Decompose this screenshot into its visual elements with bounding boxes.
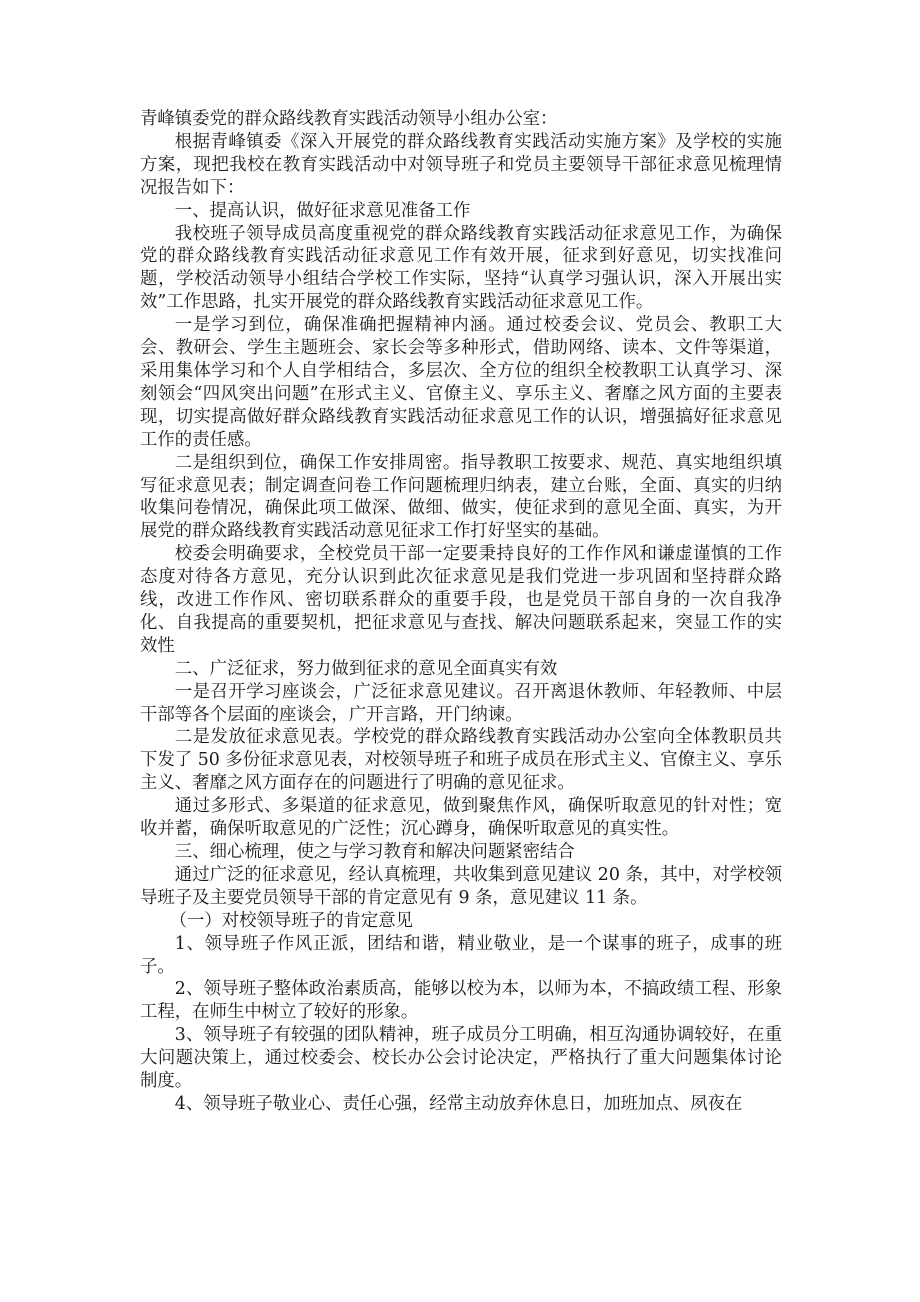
paragraph: 我校班子领导成员高度重视党的群众路线教育实践活动征求意见工作，为确保党的群众路线教育实践活动征求意见工作有效开展，征求到好意见，切实找准问题，学校活动领导小组结合学校工作实际，坚持“认真学习强认识，深入开展出实效”工作思路，扎实开展党的群众路线教育实践活动征求意见工作。 [140,223,782,313]
list-item: 2、领导班子整体政治素质高，能够以校为本，以师为本，不搞政绩工程、形象工程，在师生中树立了较好的形象。 [140,979,782,1023]
paragraph-intro: 根据青峰镇委《深入开展党的群众路线教育实践活动实施方案》及学校的实施方案，现把我校在教育实践活动中对领导班子和党员主要领导干部征求意见梳理情况报告如下： [140,131,782,198]
paragraph: 一是学习到位，确保准确把握精神内涵。通过校委会议、党员会、教职工大会、教研会、学生主题班会、家长会等多种形式，借助网络、读本、文件等渠道，采用集体学习和个人自学相结合，多层次、全方位的组织全校教职工认真学习、深刻领会“四风突出问题”在形式主义、官僚主义、享乐主义、奢靡之风方面的主要表现，切实提高做好群众路线教育实践活动征求意见工作的认识，增强搞好征求意见工作的责任感。 [140,315,782,450]
list-item: 4、领导班子敬业心、责任心强，经常主动放弃休息日，加班加点、夙夜在 [174,1093,743,1114]
section-heading-2: 二、广泛征求，努力做到征求的意见全面真实有效 [174,658,558,679]
list-item: 3、领导班子有较强的团队精神，班子成员分工明确，相互沟通协调较好，在重大问题决策上，通过校委会、校长办公会讨论决定，严格执行了重大问题集体讨论制度。 [140,1025,782,1092]
section-heading-3: 三、细心梳理，使之与学习教育和解决问题紧密结合 [174,842,575,862]
list-item: 1、领导班子作风正派，团结和谐，精业敬业，是一个谋事的班子，成事的班子。 [140,933,782,977]
paragraph: 二是发放征求意见表。学校党的群众路线教育实践活动办公室向全体教职员共下发了 50 多份征求意见表，对校领导班子和班子成员在形式主义、官僚主义、享乐主义、奢靡之风方面存在的问题进行了明确的意见征求。 [140,727,782,794]
paragraph: 二是组织到位，确保工作安排周密。指导教职工按要求、规范、真实地组织填写征求意见表；制定调查问卷工作问题梳理归纳表，建立台账，全面、真实的归纳收集问卷情况，确保此项工做深、做细、做实，使征求到的意见全面、真实，为开展党的群众路线教育实践活动意见征求工作打好坚实的基础。 [140,452,782,542]
paragraph: 通过广泛的征求意见，经认真梳理，共收集到意见建议 20 条，其中，对学校领导班子及主要党员领导干部的肯定意见有 9 条，意见建议 11 条。 [140,864,782,908]
subsection-heading: （一）对校领导班子的肯定意见 [169,910,414,931]
document-body [140,108,782,1116]
paragraph: 校委会明确要求，全校党员干部一定要秉持良好的工作作风和谦虚谨慎的工作态度对待各方意见，充分认识到此次征求意见是我们党进一步巩固和坚持群众路线，改进工作作风、密切联系群众的重要手段，也是党员干部自身的一次自我净化、自我提高的重要契机，把征求意见与查找、解决问题联系起来，突显工作的实效性 [140,544,782,656]
section-heading-1: 一、提高认识，做好征求意见准备工作 [174,200,471,221]
paragraph: 一是召开学习座谈会，广泛征求意见建议。召开离退休教师、年轻教师、中层干部等各个层面的座谈会，广开言路，开门纳谏。 [140,681,782,725]
salutation: 青峰镇委党的群众路线教育实践活动领导小组办公室： [140,109,558,129]
paragraph: 通过多形式、多渠道的征求意见，做到聚焦作风，确保听取意见的针对性；宽收并蓄，确保听取意见的广泛性；沉心蹲身，确保听取意见的真实性。 [140,796,782,840]
